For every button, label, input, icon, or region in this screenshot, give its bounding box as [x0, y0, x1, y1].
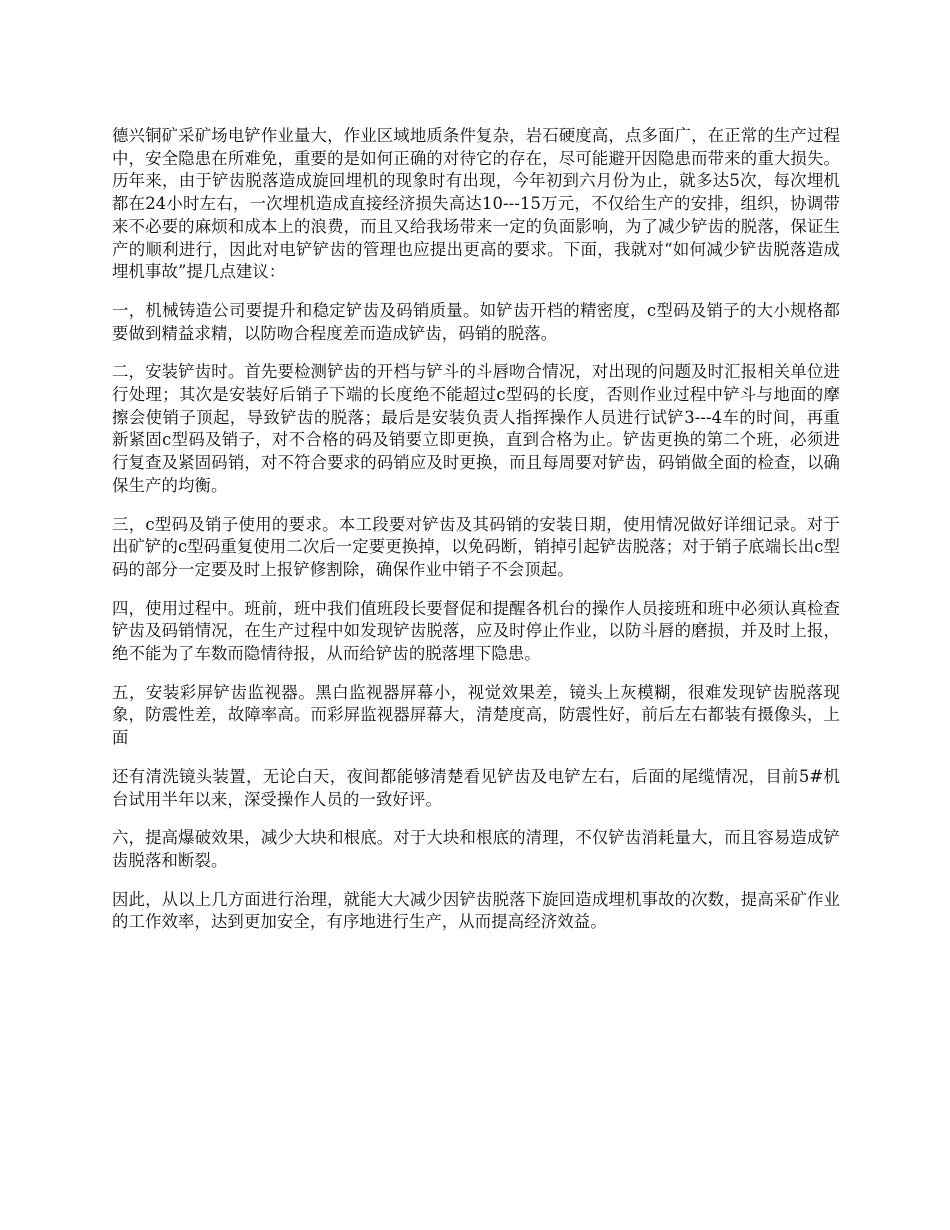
paragraph-conclusion: 因此，从以上几方面进行治理，就能大大减少因铲齿脱落下旋回造成埋机事故的次数，提高采矿作业的工作效率，达到更加安全，有序地进行生产，从而提高经济效益。 — [112, 889, 840, 932]
paragraph-point-3: 三，c型码及销子使用的要求。本工段要对铲齿及其码销的安装日期，使用情况做好详细记录。对于出矿铲的c型码重复使用二次后一定要更换掉，以免码断，销掉引起铲齿脱落；对于销子底端长出c型码的部分一定要及时上报铲修割除，确保作业中销子不会顶起。 — [112, 514, 840, 579]
paragraph-intro: 德兴铜矿采矿场电铲作业量大，作业区域地质条件复杂，岩石硬度高，点多面广，在正常的生产过程中，安全隐患在所难免，重要的是如何正确的对待它的存在，尽可能避开因隐患而带来的重大损失。历年来，由于铲齿脱落造成旋回埋机的现象时有出现，今年初到六月份为止，就多达5次，每次埋机都在24小时左右，一次埋机造成直接经济损失高达10---15万元，不仅给生产的安排，组织，协调带来不必要的麻烦和成本上的浪费，而且又给我场带来一定的负面影响，为了减少铲齿的脱落，保证生产的顺利进行，因此对电铲铲齿的管理也应提出更高的要求。下面，我就对“如何减少铲齿脱落造成埋机事故”提几点建议： — [112, 126, 840, 282]
paragraph-point-6: 六，提高爆破效果，减少大块和根底。对于大块和根底的清理，不仅铲齿消耗量大，而且容易造成铲齿脱落和断裂。 — [112, 828, 840, 870]
paragraph-point-1: 一，机械铸造公司要提升和稳定铲齿及码销质量。如铲齿开档的精密度，c型码及销子的大小规格都要做到精益求精，以防吻合程度差而造成铲齿，码销的脱落。 — [112, 300, 840, 343]
paragraph-point-4: 四，使用过程中。班前，班中我们值班段长要督促和提醒各机台的操作人员接班和班中必须认真检查铲齿及码销情况，在生产过程中如发现铲齿脱落，应及时停止作业，以防斗唇的磨损，并及时上报，绝不能为了车数而隐情待报，从而给铲齿的脱落埋下隐患。 — [112, 598, 840, 664]
document-body — [112, 125, 840, 950]
paragraph-point-5-continued: 还有清洗镜头装置，无论白天，夜间都能够清楚看见铲齿及电铲左右，后面的尾缆情况，目前5#机台试用半年以来，深受操作人员的一致好评。 — [112, 766, 840, 809]
paragraph-point-5: 五，安装彩屏铲齿监视器。黑白监视器屏幕小，视觉效果差，镜头上灰模糊，很难发现铲齿脱落现象，防震性差，故障率高。而彩屏监视器屏幕大，清楚度高，防震性好，前后左右都装有摄像头，上面 — [112, 682, 840, 748]
paragraph-point-2: 二，安装铲齿时。首先要检测铲齿的开档与铲斗的斗唇吻合情况，对出现的问题及时汇报相关单位进行处理；其次是安装好后销子下端的长度绝不能超过c型码的长度，否则作业过程中铲斗与地面的摩擦会使销子顶起，导致铲齿的脱落；最后是安装负责人指挥操作人员进行试铲3---4车的时间，再重新紧固c型码及销子，对不合格的码及销要立即更换，直到合格为止。铲齿更换的第二个班，必须进行复查及紧固码销，对不符合要求的码销应及时更换，而且每周要对铲齿，码销做全面的检查，以确保生产的均衡。 — [112, 362, 840, 495]
